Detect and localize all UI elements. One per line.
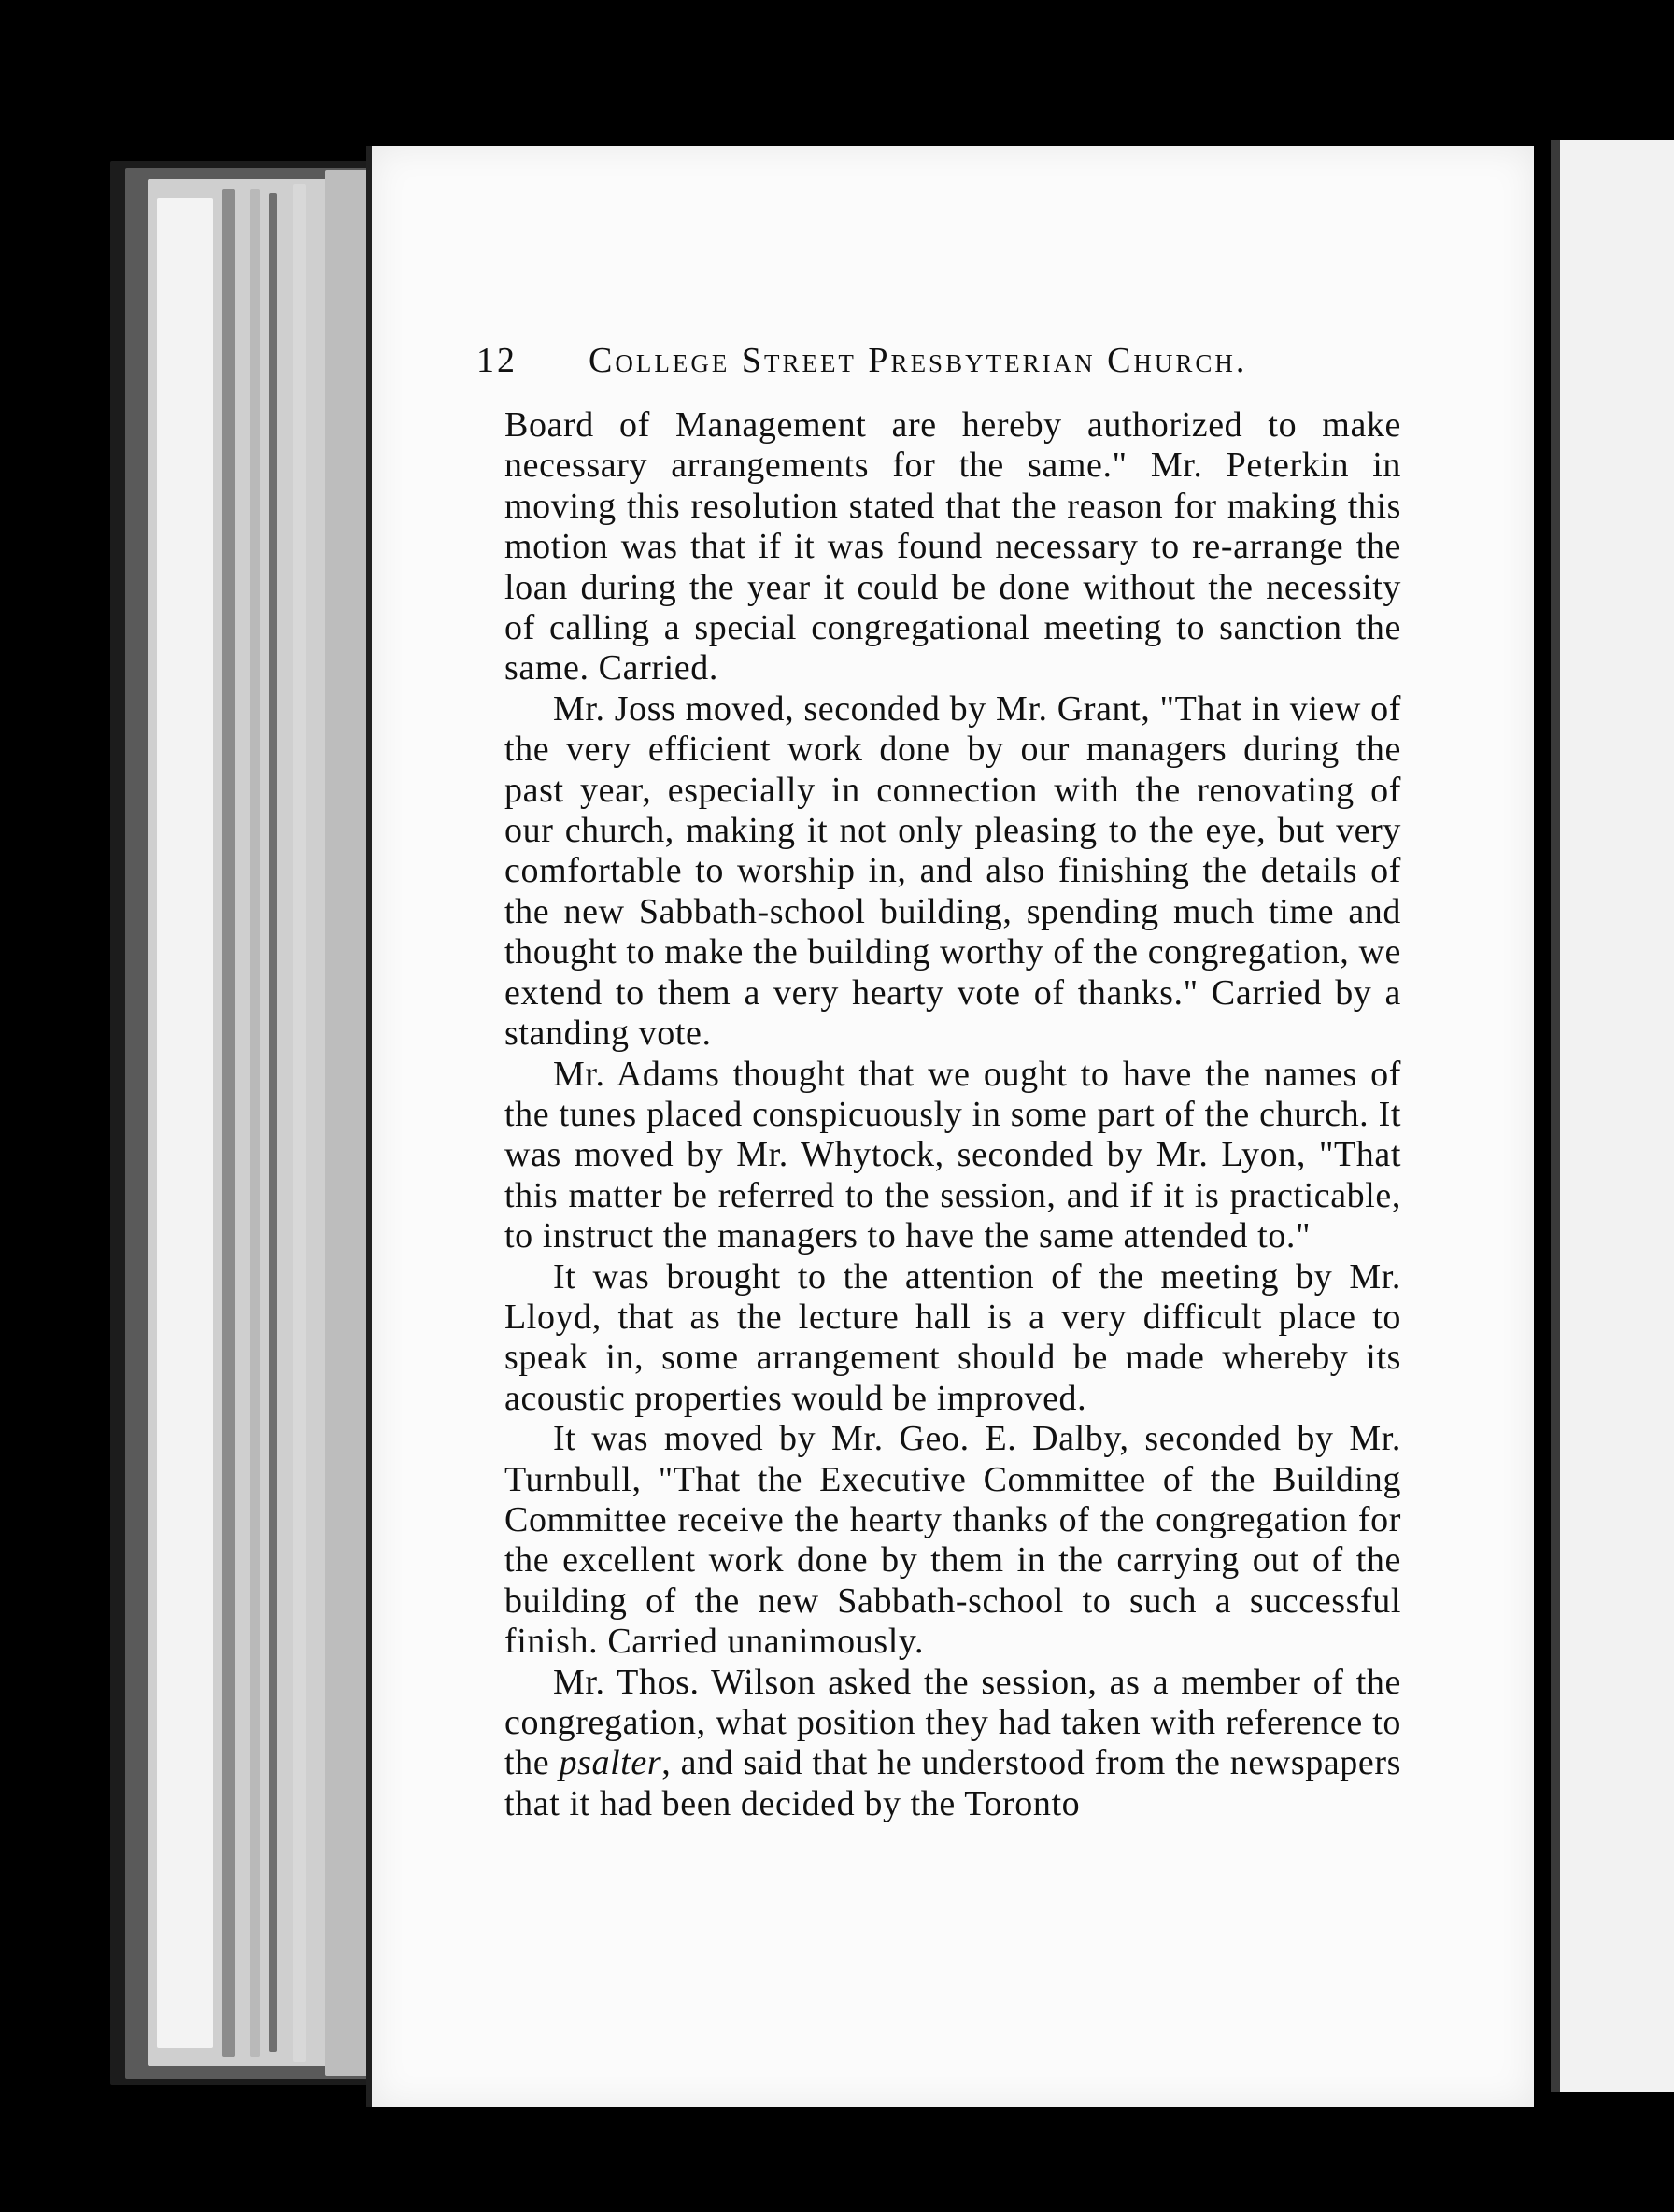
- paragraph: [504, 1663, 1401, 1825]
- paragraph: [504, 405, 1401, 689]
- paragraph-text: Mr. Joss moved, seconded by Mr. Grant, "That in view of the very efficient work done by our managers during the past year, especially in connection with the renovating of our church, making it not only pleasing to the eye, but very comfortable to worship in, and also finishing the details of the new Sabbath-school building, spending much time and thought to make the building worthy of the congregation, we extend to them a very hearty vote of thanks." Carried by a standing vote.: [504, 688, 1401, 1054]
- book-page-edges: [110, 161, 390, 2085]
- paragraph: [504, 1419, 1401, 1662]
- paragraph: [504, 1257, 1401, 1420]
- paragraph-text: Mr. Adams thought that we ought to have the names of the tunes placed conspicuously in some part of the church. It was moved by Mr. Whytock, seconded by Mr. Lyon, "That this matter be referred to the session, and if it is practicable, to instruct the managers to have the same attended to.": [504, 1054, 1401, 1256]
- italic-word: psalter: [559, 1743, 662, 1783]
- running-head-title: College Street Presbyterian Church.: [589, 341, 1248, 380]
- paragraph-text: It was brought to the attention of the meeting by Mr. Lloyd, that as the lecture hall is a very difficult place to speak in, some arrangement should be made whereby its acoustic properties would be improved.: [504, 1256, 1401, 1418]
- paragraph: [504, 689, 1401, 1055]
- page-number: 12: [476, 341, 518, 380]
- facing-page: [1551, 140, 1674, 2092]
- paragraph-text: Mr. Thos. Wilson asked the session, as a member of the congregation, what position they had taken with reference to the: [504, 1662, 1401, 1783]
- paragraph: [504, 1055, 1401, 1257]
- paragraph-text: Board of Management are hereby authorized to make necessary arrangements for the same." Mr. Peterkin in moving this resolution stated that the reason for making this motion was that if it was found necessary to re-arrange the loan during the year it could be done without the necessity of calling a special congregational meeting to sanction the same. Carried.: [504, 405, 1401, 688]
- body-text: [504, 405, 1401, 1824]
- paragraph-text: It was moved by Mr. Geo. E. Dalby, seconded by Mr. Turnbull, "That the Executive Committee of the Building Committee receive the hearty thanks of the congregation for the excellent work done by them in the carrying out of the building of the new Sabbath-school to such a successful finish. Carried unanimously.: [504, 1419, 1401, 1662]
- paragraph-text: , and said that he understood from the newspapers that it had been decided by the Toronto: [504, 1743, 1401, 1823]
- running-head: [476, 340, 1411, 392]
- page-edge: [269, 193, 277, 2052]
- page-edge: [250, 189, 260, 2057]
- page-edge: [293, 184, 306, 2062]
- book-page: [366, 146, 1534, 2107]
- page-edge: [222, 189, 235, 2057]
- page-edge: [157, 198, 213, 2048]
